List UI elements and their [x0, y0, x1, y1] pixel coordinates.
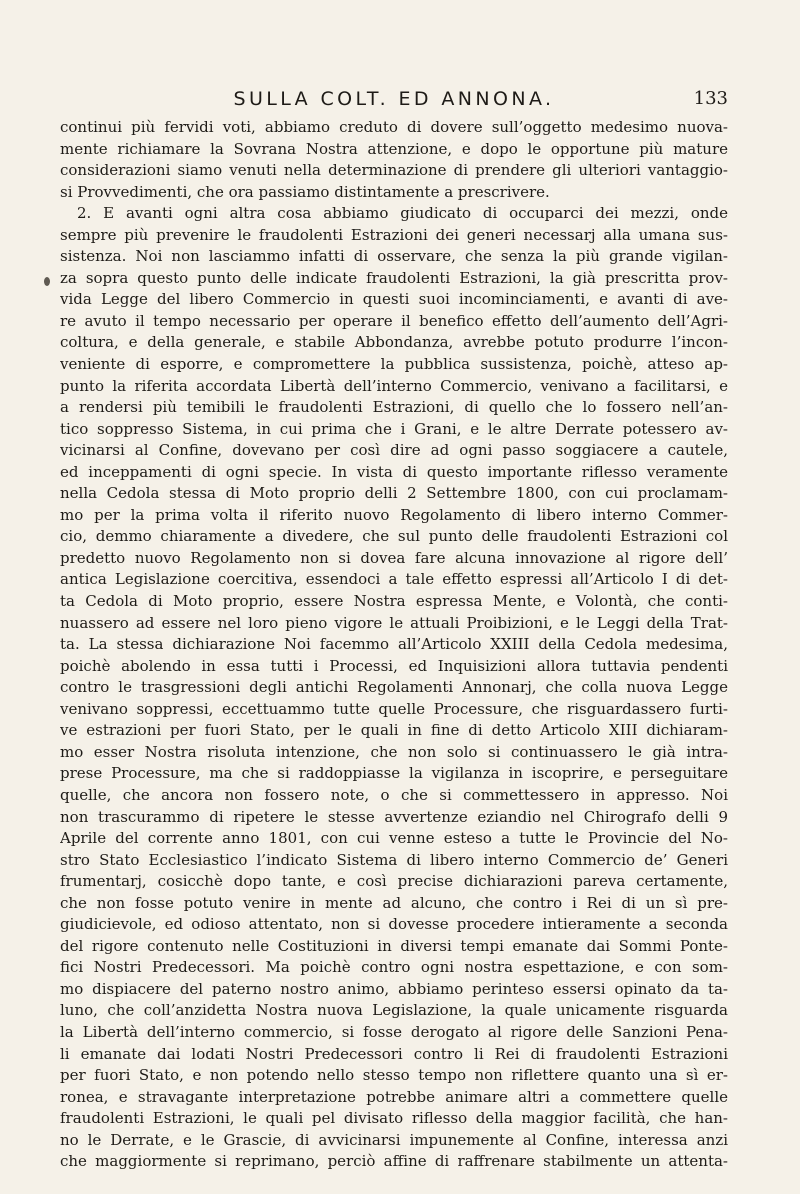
- text-line: ta Cedola di Moto proprio, essere Nostra espressa Mente, e Volontà, che conti-: [60, 592, 728, 611]
- text-line: antica Legislazione coercitiva, essendoci a tale effetto espressi all’Articolo I di det-: [60, 570, 728, 589]
- text-line: frumentarj, cosicchè dopo tante, e così precise dichiarazioni pareva certamente,: [60, 872, 728, 891]
- text-line: del rigore contenuto nelle Costituzioni in diversi tempi emanate dai Sommi Ponte-: [60, 936, 728, 955]
- text-line: 2. E avanti ogni altra cosa abbiamo giudicato di occuparci dei mezzi, onde: [77, 204, 728, 223]
- text-line: stro Stato Ecclesiastico l’indicato Sistema di libero interno Commercio de’ Generi: [60, 850, 728, 869]
- text-line: vicinarsi al Confine, dovevano per così dire ad ogni passo soggiacere a cautele,: [60, 441, 728, 460]
- text-line: prese Processure, ma che si raddoppiasse la vigilanza in iscoprire, e perseguitare: [60, 764, 728, 783]
- text-line: veniente di esporre, e compromettere la pubblica sussistenza, poichè, atteso ap-: [60, 355, 728, 374]
- text-line: mente richiamare la Sovrana Nostra attenzione, e dopo le opportune più mature: [60, 139, 728, 158]
- text-line: sempre più prevenire le fraudolenti Estrazioni dei generi necessarj alla umana sus-: [60, 225, 728, 244]
- text-line: cio, demmo chiaramente a divedere, che sul punto delle fraudolenti Estrazioni col: [60, 527, 728, 546]
- text-line: coltura, e della generale, e stabile Abbondanza, avrebbe potuto produrre l’incon-: [60, 333, 728, 352]
- running-title: SULLA COLT. ED ANNONA.: [233, 88, 555, 110]
- text-line: a rendersi più temibili le fraudolenti Estrazioni, di quello che lo fossero nell’an-: [60, 398, 728, 417]
- text-line: za sopra questo punto delle indicate fraudolenti Estrazioni, la già prescritta prov-: [60, 268, 728, 287]
- text-line: tico soppresso Sistema, in cui prima che i Grani, e le altre Derrate potessero av-: [60, 419, 728, 438]
- body-text: [60, 117, 728, 1194]
- text-line: ronea, e stravagante interpretazione potrebbe animare altri a commettere quelle: [60, 1087, 728, 1106]
- text-line: [60, 1173, 728, 1194]
- page-number: 133: [693, 88, 728, 109]
- text-line: che maggiormente si reprimano, perciò affine di raffrenare stabilmente un attenta-: [60, 1152, 728, 1171]
- text-line: ed inceppamenti di ogni specie. In vista di questo importante riflesso veramente: [60, 462, 728, 481]
- text-line: continui più fervidi voti, abbiamo creduto di dovere sull’oggetto medesimo nuova-: [60, 118, 728, 136]
- text-line: sistenza. Noi non lasciammo infatti di osservare, che senza la più grande vigilan-: [60, 247, 728, 266]
- running-head: [60, 86, 728, 112]
- text-line: contro le trasgressioni degli antichi Regolamenti Annonarj, che colla nuova Legge: [60, 678, 728, 697]
- text-line: ta. La stessa dichiarazione Noi facemmo all’Articolo XXIII della Cedola medesima,: [60, 635, 728, 654]
- text-line: no le Derrate, e le Grascie, di avvicinarsi impunemente al Confine, interessa anzi: [60, 1130, 728, 1149]
- text-line: ve estrazioni per fuori Stato, per le quali in fine di detto Articolo XIII dichiaram-: [60, 721, 728, 740]
- text-line: predetto nuovo Regolamento non si dovea fare alcuna innovazione al rigore dell’: [60, 548, 728, 567]
- text-line: mo dispiacere del paterno nostro animo, abbiamo perinteso essersi opinato da ta-: [60, 979, 728, 998]
- text-line: venivano soppressi, eccettuammo tutte quelle Processure, che risguardassero furti-: [60, 699, 728, 718]
- text-line: Aprile del corrente anno 1801, con cui venne esteso a tutte le Provincie del No-: [60, 829, 728, 848]
- text-line: re avuto il tempo necessario per operare il benefico effetto dell’aumento dell’Agri-: [60, 311, 728, 330]
- text-line: fici Nostri Predecessori. Ma poichè contro ogni nostra espettazione, e con som-: [60, 958, 728, 977]
- text-line: mo per la prima volta il riferito nuovo Regolamento di libero interno Commer-: [60, 505, 728, 524]
- text-line: quelle, che ancora non fossero note, o che si commettessero in appresso. Noi: [60, 785, 728, 804]
- text-line: giudicievole, ed odioso attentato, non si dovesse procedere intieramente a seconda: [60, 915, 728, 934]
- text-line: si Provvedimenti, che ora passiamo distintamente a prescrivere.: [60, 182, 550, 201]
- text-line: per fuori Stato, e non potendo nello stesso tempo non riflettere quanto una sì er-: [60, 1066, 728, 1085]
- text-line: non trascurammo di ripetere le stesse avvertenze eziandio nel Chirografo delli 9: [60, 807, 728, 826]
- text-line: luno, che coll’anzidetta Nostra nuova Legislazione, la quale unicamente risguarda: [60, 1001, 728, 1020]
- text-line: che non fosse potuto venire in mente ad alcuno, che contro i Rei di un sì pre-: [60, 893, 728, 912]
- text-line: mo esser Nostra risoluta intenzione, che non solo si continuassero le già intra-: [60, 742, 728, 761]
- text-line: nuassero ad essere nel loro pieno vigore le attuali Proibizioni, e le Leggi della Trat-: [60, 613, 728, 632]
- text-line: li emanate dai lodati Nostri Predecessori contro li Rei di fraudolenti Estrazioni: [60, 1044, 728, 1063]
- text-line: la Libertà dell’interno commercio, si fosse derogato al rigore delle Sanzioni Pena-: [60, 1022, 728, 1041]
- ink-mark-left-margin: [44, 277, 50, 286]
- text-line: punto la riferita accordata Libertà dell’interno Commercio, venivano a facilitarsi, e: [60, 376, 728, 395]
- text-line: vida Legge del libero Commercio in questi suoi incominciamenti, e avanti di ave-: [60, 290, 728, 309]
- text-line: fraudolenti Estrazioni, le quali pel divisato riflesso della maggior facilità, che han-: [60, 1109, 728, 1128]
- text-line: poichè abolendo in essa tutti i Processi, ed Inquisizioni allora tuttavia pendenti: [60, 656, 728, 675]
- text-line: nella Cedola stessa di Moto proprio delli 2 Settembre 1800, con cui proclamam-: [60, 484, 728, 503]
- text-line: considerazioni siamo venuti nella determinazione di prendere gli ulteriori vantaggio-: [60, 161, 728, 180]
